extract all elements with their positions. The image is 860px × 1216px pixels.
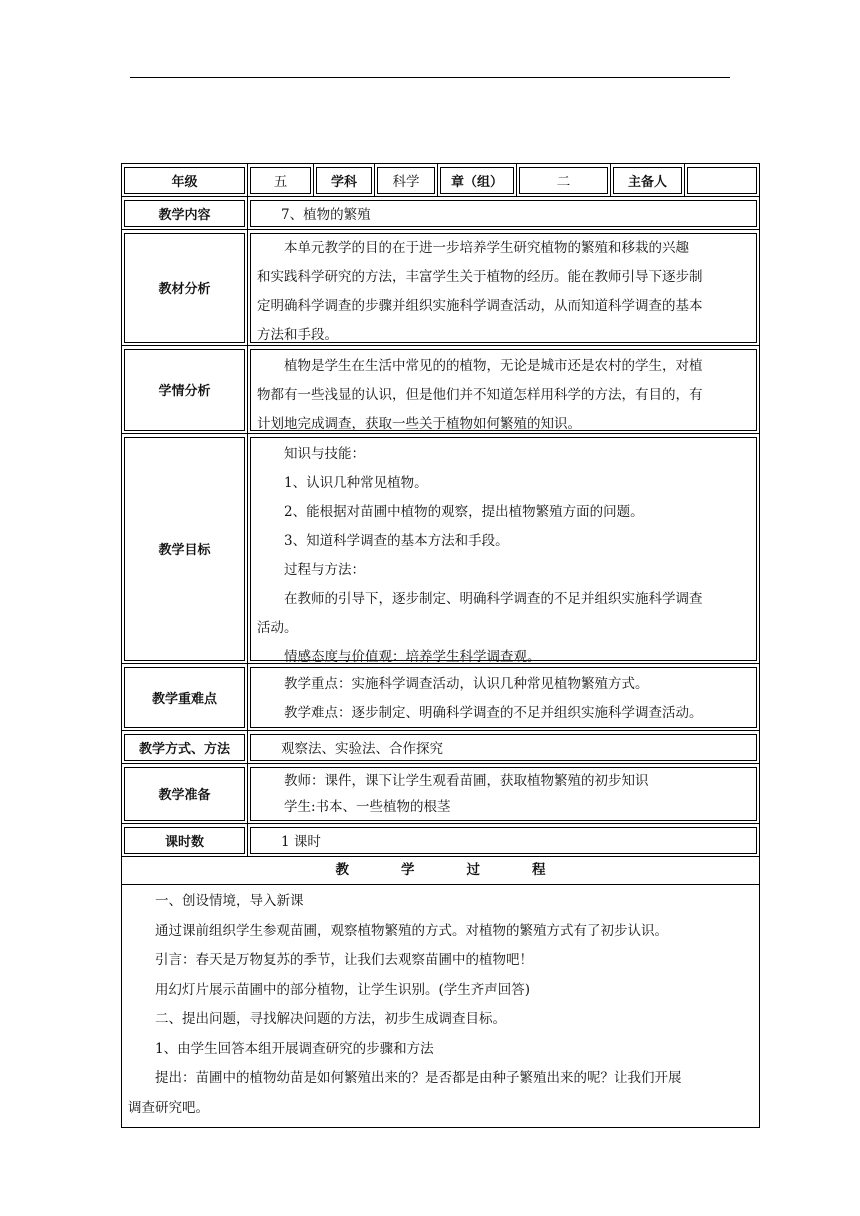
lesson-plan-table bbox=[121, 163, 760, 1128]
objectives-cell bbox=[248, 434, 760, 664]
objectives-line: 知识与技能： bbox=[284, 445, 365, 462]
preparation-row bbox=[122, 764, 760, 824]
content-label-cell bbox=[122, 197, 248, 230]
hours-label-cell bbox=[122, 824, 248, 857]
content-row bbox=[122, 197, 760, 230]
methods-label-cell bbox=[122, 731, 248, 764]
methods-row bbox=[122, 731, 760, 764]
student-analysis-line: 物都有一些浅显的认识，但是他们并不知道怎样用科学的方法，有目的，有 bbox=[257, 386, 703, 403]
student-analysis-row bbox=[122, 346, 760, 434]
preparer-label: 主备人 bbox=[627, 174, 667, 190]
key-points-label: 教学重难点 bbox=[151, 691, 217, 707]
material-analysis-line: 定明确科学调查的步骤并组织实施科学调查活动，从而知道科学调查的基本 bbox=[257, 297, 703, 314]
process-title-char: 程 bbox=[532, 862, 546, 878]
process-row bbox=[122, 857, 760, 1128]
key-points-cell bbox=[248, 664, 760, 731]
header-row bbox=[122, 164, 760, 197]
chapter-value: 二 bbox=[556, 174, 571, 190]
grade-label-cell bbox=[122, 164, 248, 197]
chapter-label-cell bbox=[438, 164, 517, 197]
objectives-line: 活动。 bbox=[257, 619, 298, 636]
methods-cell bbox=[248, 731, 760, 764]
preparer-value-cell bbox=[685, 164, 760, 197]
subject-value-cell bbox=[375, 164, 438, 197]
student-analysis-label-cell bbox=[122, 346, 248, 434]
student-analysis-cell bbox=[248, 346, 760, 434]
objectives-line: 在教师的引导下，逐步制定、明确科学调查的不足并组织实施科学调查 bbox=[284, 590, 703, 607]
methods-label: 教学方式、方法 bbox=[138, 741, 230, 757]
material-analysis-line: 本单元教学的目的在于进一步培养学生研究植物的繁殖和移栽的兴趣 bbox=[284, 239, 689, 256]
student-analysis-label: 学情分析 bbox=[158, 384, 211, 399]
chapter-label: 章（组） bbox=[450, 174, 503, 190]
material-analysis-label-cell bbox=[122, 230, 248, 346]
key-points-row bbox=[122, 664, 760, 731]
process-title bbox=[122, 857, 759, 884]
material-analysis-line: 和实践科学研究的方法，丰富学生关于植物的经历。能在教师引导下逐步制 bbox=[257, 268, 703, 285]
process-title-char: 过 bbox=[466, 862, 480, 878]
process-line: 提出：苗圃中的植物幼苗是如何繁殖出来的？是否都是由种子繁殖出来的呢？让我们开展 bbox=[155, 1070, 682, 1086]
objectives-line: 3、知道科学调查的基本方法和手段。 bbox=[284, 532, 509, 549]
objectives-line: 过程与方法： bbox=[284, 561, 365, 578]
chapter-value-cell bbox=[517, 164, 611, 197]
subject-label-cell bbox=[314, 164, 375, 197]
content-value: 7、植物的繁殖 bbox=[281, 207, 371, 223]
subject-value: 科学 bbox=[392, 174, 420, 190]
process-body bbox=[122, 885, 759, 1127]
material-analysis-cell bbox=[248, 230, 760, 346]
objectives-label: 教学目标 bbox=[158, 543, 211, 558]
preparation-line: 学生:书本、一些植物的根茎 bbox=[284, 798, 451, 815]
process-line: 通过课前组织学生参观苗圃，观察植物繁殖的方式。对植物的繁殖方式有了初步认识。 bbox=[155, 922, 668, 939]
objectives-line: 1、认识几种常见植物。 bbox=[284, 474, 428, 491]
grade-value-cell bbox=[248, 164, 314, 197]
key-points-line: 教学难点：逐步制定、明确科学调查的不足并组织实施科学调查活动。 bbox=[284, 704, 703, 721]
objectives-label-cell bbox=[122, 434, 248, 664]
grade-value: 五 bbox=[273, 174, 288, 190]
hours-value: 1 课时 bbox=[281, 834, 321, 850]
process-cell bbox=[122, 857, 760, 1128]
grade-label: 年级 bbox=[171, 174, 198, 190]
process-line: 用幻灯片展示苗圃中的部分植物，让学生识别。(学生齐声回答) bbox=[155, 981, 531, 998]
key-points-label-cell bbox=[122, 664, 248, 731]
process-line: 二、提出问题，寻找解决问题的方法，初步生成调查目标。 bbox=[155, 1011, 506, 1027]
process-line: 一、创设情境，导入新课 bbox=[155, 893, 304, 909]
student-analysis-line: 计划地完成调查，获取一些关于植物如何繁殖的知识。 bbox=[257, 415, 581, 432]
subject-label: 学科 bbox=[330, 174, 357, 190]
material-analysis-label: 教材分析 bbox=[158, 282, 211, 297]
preparation-cell bbox=[248, 764, 760, 824]
material-analysis-line: 方法和手段。 bbox=[257, 326, 338, 343]
preparer-label-cell bbox=[611, 164, 685, 197]
process-line: 调查研究吧。 bbox=[128, 1099, 209, 1116]
methods-value: 观察法、实验法、合作探究 bbox=[281, 741, 443, 757]
material-analysis-row bbox=[122, 230, 760, 346]
process-title-char: 教 bbox=[335, 862, 349, 878]
hours-row bbox=[122, 824, 760, 857]
content-label: 教学内容 bbox=[158, 207, 211, 223]
preparation-label-cell bbox=[122, 764, 248, 824]
student-analysis-line: 植物是学生在生活中常见的的植物，无论是城市还是农村的学生，对植 bbox=[284, 357, 703, 374]
preparation-line: 教师：课件，课下让学生观看苗圃，获取植物繁殖的初步知识 bbox=[284, 772, 649, 789]
objectives-row bbox=[122, 434, 760, 664]
hours-cell bbox=[248, 824, 760, 857]
process-line: 引言：春天是万物复苏的季节，让我们去观察苗圃中的植物吧！ bbox=[155, 952, 533, 968]
process-line: 1、由学生回答本组开展调查研究的步骤和方法 bbox=[155, 1040, 434, 1057]
header-rule bbox=[130, 77, 730, 78]
content-value-cell bbox=[248, 197, 760, 230]
process-title-char: 学 bbox=[401, 862, 415, 878]
objectives-line: 情感态度与价值观：培养学生科学调查观。 bbox=[284, 648, 541, 665]
key-points-line: 教学重点：实施科学调查活动，认识几种常见植物繁殖方式。 bbox=[284, 675, 649, 692]
preparation-label: 教学准备 bbox=[158, 788, 211, 803]
objectives-line: 2、能根据对苗圃中植物的观察，提出植物繁殖方面的问题。 bbox=[284, 503, 644, 520]
hours-label: 课时数 bbox=[164, 834, 204, 850]
